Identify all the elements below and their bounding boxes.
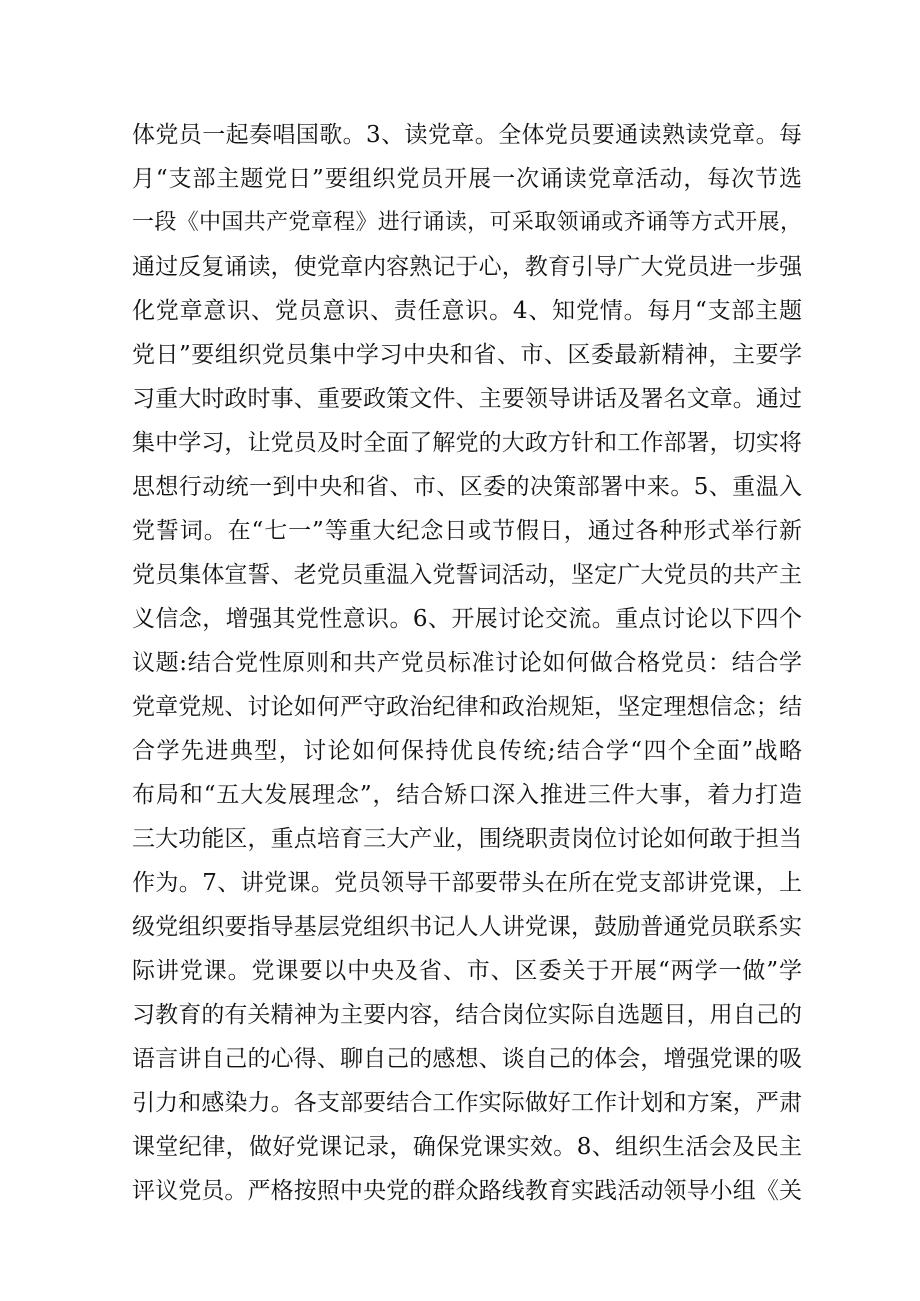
text-line: 一段《中国共产党章程》进行诵读，可采取领诵或齐诵等方式开展， [132, 210, 802, 235]
text-line: 义信念，增强其党性意识。6、开展讨论交流。重点讨论以下四个 [132, 606, 802, 632]
text-line: 课堂纪律，做好党课记录，确保党课实效。8、组织生活会及民主 [132, 1134, 802, 1160]
text-line: 布局和“五大发展理念”，结合矫口深入推进三件大事，着力打造 [132, 782, 802, 808]
text-line: 习重大时政时事、重要政策文件、主要领导讲话及署名文章。通过 [132, 386, 802, 412]
text-line: 引力和感染力。各支部要结合工作实际做好工作计划和方案，严肃 [132, 1090, 802, 1116]
text-line: 议题:结合党性原则和共产党员标准讨论如何做合格党员：结合学 [132, 650, 802, 676]
body-paragraph [132, 113, 802, 1213]
text-line: 级党组织要指导基层党组织书记人人讲党课，鼓励普通党员联系实 [132, 914, 802, 940]
text-line: 际讲党课。党课要以中央及省、市、区委关于开展“两学一做”学 [132, 958, 802, 984]
text-line: 月“支部主题党日”要组织党员开展一次诵读党章活动，每次节选 [132, 166, 802, 192]
text-line: 党章党规、讨论如何严守政治纪律和政治规矩，坚定理想信念；结 [132, 694, 802, 720]
text-line: 作为。7、讲党课。党员领导干部要带头在所在党支部讲党课，上 [132, 870, 802, 896]
text-line: 语言讲自己的心得、聊自己的感想、谈自己的体会，增强党课的吸 [132, 1046, 802, 1072]
text-line: 化党章意识、党员意识、责任意识。4、知党情。每月“支部主题 [132, 298, 802, 324]
text-line: 通过反复诵读，使党章内容熟记于心，教育引导广大党员进一步强 [132, 254, 802, 280]
text-line: 党员集体宣誓、老党员重温入党誓词活动，坚定广大党员的共产主 [132, 562, 802, 588]
text-line: 合学先进典型，讨论如何保持优良传统;结合学“四个全面”战略 [132, 738, 802, 764]
text-line: 党誓词。在“七一”等重大纪念日或节假日，通过各种形式举行新 [132, 518, 802, 544]
text-line: 集中学习，让党员及时全面了解党的大政方针和工作部署，切实将 [132, 430, 802, 456]
text-line: 评议党员。严格按照中央党的群众路线教育实践活动领导小组《关 [132, 1178, 802, 1204]
text-line: 体党员一起奏唱国歌。3、读党章。全体党员要通读熟读党章。每 [132, 122, 802, 148]
text-line: 习教育的有关精神为主要内容，结合岗位实际自选题目，用自己的 [132, 1002, 802, 1028]
text-line: 党日”要组织党员集中学习中央和省、市、区委最新精神，主要学 [132, 342, 802, 368]
text-line: 三大功能区，重点培育三大产业，围绕职责岗位讨论如何敢于担当 [132, 826, 802, 852]
text-line: 思想行动统一到中央和省、市、区委的决策部署中来。5、重温入 [132, 474, 802, 500]
